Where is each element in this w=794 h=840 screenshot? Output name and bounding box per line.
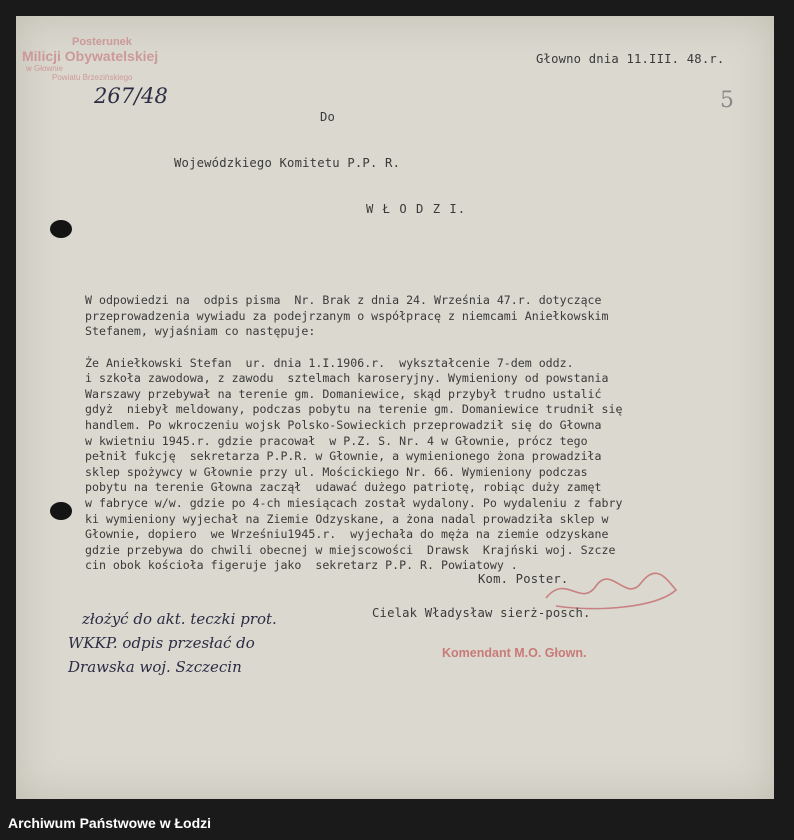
- body-line: W odpowiedzi na odpis pisma Nr. Brak z dnia 24. Września 47.r. dotyczące: [85, 293, 602, 308]
- punch-hole-bottom: [50, 502, 72, 520]
- body-line: i szkoła zawodowa, z zawodu sztelmach karoseryjny. Wymieniony od powstania: [85, 371, 609, 386]
- stamp-line-4: Powiatu Brzezińskiego: [52, 73, 133, 82]
- signature-title: Kom. Poster.: [478, 572, 569, 586]
- stamp-line-1: Posterunek: [72, 36, 132, 48]
- body-line: Że Aniełkowski Stefan ur. dnia 1.I.1906.r. wykształcenie 7-dem oddz.: [85, 355, 574, 370]
- body-line: ki wymieniony wyjechał na Ziemie Odzyskane, a żona nadal prowadziła sklep w: [85, 511, 609, 526]
- body-line: Głownie, dopiero we Wrześniu1945.r. wyjechała do męża na ziemie odzyskane: [85, 527, 609, 542]
- handwritten-note-line-2: WKKP. odpis przesłać do: [68, 634, 255, 652]
- handwritten-note-line-1: złożyć do akt. teczki prot.: [82, 610, 277, 628]
- archive-name: Archiwum Państwowe w Łodzi: [8, 815, 212, 831]
- body-line: w kwietniu 1945.r. gdzie pracował w P.Z. S. Nr. 4 w Głownie, prócz tego: [85, 433, 588, 448]
- police-stamp: [22, 36, 192, 82]
- stamp-line-2: Milicji Obywatelskiej: [22, 48, 159, 64]
- handwritten-note-line-3: Drawska woj. Szczecin: [68, 658, 242, 676]
- body-line: Warszawy przebywał na terenie gm. Domaniewice, skąd przybył trudno ustalić: [85, 386, 602, 401]
- body-line: gdyż niebył meldowany, podczas pobytu na terenie gm. Domaniewice trudnił się: [85, 402, 623, 417]
- body-line: pełnił fukcję sekretarza P.P.R. w Głownie, a wymienionego żona prowadziła: [85, 449, 602, 464]
- body-line: gdzie przebywa do chwili obecnej w miejscowości Drawsk Krajński woj. Szcze: [85, 542, 616, 557]
- addressee-committee: Wojewódzkiego Komitetu P.P. R.: [174, 156, 401, 170]
- body-line: pobytu na terenie Głowna zaczął udawać dużego patriotę, robiąc duży zamęt: [85, 480, 602, 495]
- stamp-line-3: w Głownie: [26, 64, 63, 73]
- archive-footer: [0, 808, 794, 840]
- document-page: [16, 16, 774, 799]
- body-line: cin obok kościoła figeruje jako sekretarz P.P. R. Powiatowy .: [85, 558, 518, 573]
- page-mark: 5: [720, 88, 734, 113]
- date-line: Głowno dnia 11.III. 48.r.: [536, 52, 725, 66]
- body-line: Stefanem, wyjaśniam co następuje:: [85, 324, 316, 339]
- signature-name: Cielak Władysław sierż-posch.: [372, 606, 591, 620]
- addressee-do: Do: [320, 110, 336, 124]
- punch-hole-top: [50, 220, 72, 238]
- commander-stamp: Komendant M.O. Głown.: [442, 646, 587, 660]
- body-line: [85, 340, 765, 356]
- body-line: przeprowadzenia wywiadu za podejrzanym o współpracę z niemcami Aniełkowskim: [85, 308, 609, 323]
- body-line: handlem. Po wkroczeniu wojsk Polsko-Sowieckich przeprowadził się do Głowna: [85, 417, 602, 432]
- body-line: sklep spożywcy w Głownie przy ul. Mościckiego Nr. 66. Wymieniony podczas: [85, 464, 588, 479]
- reference-number: 267/48: [94, 84, 168, 108]
- letter-body: [85, 262, 765, 605]
- addressee-city: W Ł O D Z I.: [366, 202, 467, 216]
- body-line: w fabryce w/w. gdzie po 4-ch miesiącach został wydalony. Po wydaleniu z fabry: [85, 495, 623, 510]
